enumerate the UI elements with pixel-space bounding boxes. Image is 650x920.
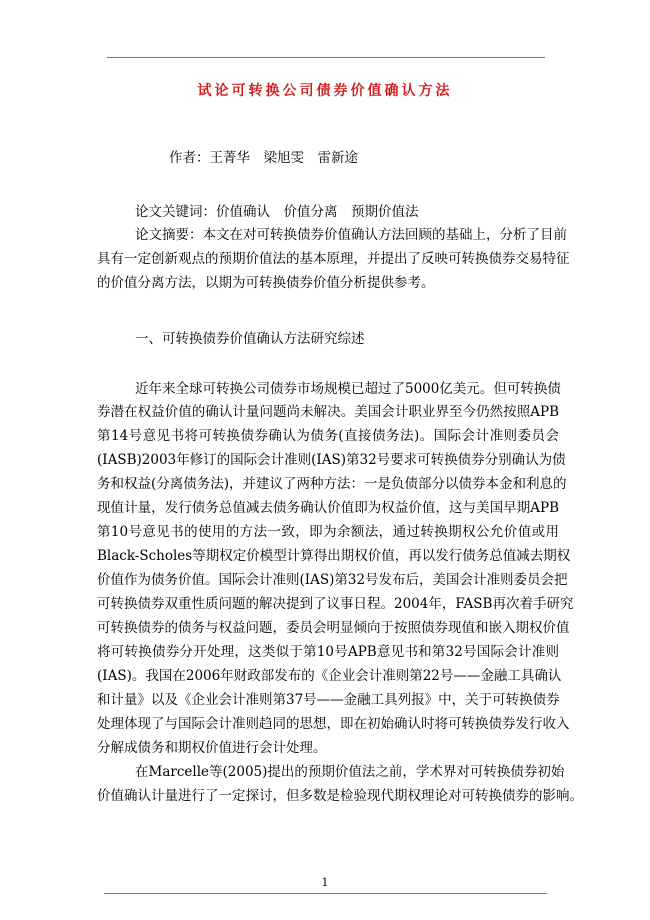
keywords-line: 论文关键词：价值确认 价值分离 预期价值法 xyxy=(135,204,419,220)
paragraph-line: 在Marcelle等(2005)提出的预期价值法之前，学术界对可转换债券初始 xyxy=(135,764,565,780)
footer-rule xyxy=(104,893,547,894)
section-heading: 一、可转换债券价值确认方法研究综述 xyxy=(135,331,365,347)
authors-line: 作者：王菁华 梁旭雯 雷新途 xyxy=(169,150,358,166)
paragraph-line: 第14号意见书将可转换债券确认为债务(直接债务法)。国际会计准则委员会 xyxy=(97,428,559,444)
paragraph-line: 券潜在权益价值的确认计量问题尚未解决。美国会计职业界至今仍然按照APB xyxy=(97,404,559,420)
abstract-line: 具有一定创新观点的预期价值法的基本原理，并提出了反映可转换债券交易特征 xyxy=(97,251,570,267)
paragraph-line: 和计量》以及《企业会计准则第37号——金融工具列报》中，关于可转换债券 xyxy=(97,692,560,708)
paragraph-line: 现值计量，发行债务总值减去债务确认价值即为权益价值，这与美国早期APB xyxy=(97,500,559,516)
paragraph-line: Black-Scholes等期权定价模型计算得出期权价值，再以发行债务总值减去期权 xyxy=(97,548,571,564)
paragraph-line: 价值确认计量进行了一定探讨，但多数是检验现代期权理论对可转换债券的影响。 xyxy=(97,788,583,804)
paragraph-line: 价值作为债务价值。国际会计准则(IAS)第32号发布后，美国会计准则委员会把 xyxy=(97,572,568,588)
paragraph-line: (IAS)。我国在2006年财政部发布的《企业会计准则第22号——金融工具确认 xyxy=(97,668,562,684)
page-number: 1 xyxy=(321,876,329,889)
paragraph-line: 务和权益(分离债务法)，并建议了两种方法：一是负债部分以债券本金和利息的 xyxy=(97,476,567,492)
paragraph-line: 近年来全球可转换公司债券市场规模已超过了5000亿美元。但可转换债 xyxy=(135,381,561,397)
paragraph-line: 处理体现了与国际会计准则趋同的思想，即在初始确认时将可转换债券发行收入 xyxy=(97,716,570,732)
document-title: 试论可转换公司债券价值确认方法 xyxy=(197,83,453,99)
paragraph-line: 第10号意见书的使用的方法一致，即为余额法，通过转换期权公允价值或用 xyxy=(97,524,559,540)
paragraph-line: 分解成债务和期权价值进行会计处理。 xyxy=(97,740,327,756)
header-rule xyxy=(107,57,545,58)
paragraph-line: 将可转换债券分开处理，这类似于第10号APB意见书和第32号国际会计准则 xyxy=(97,644,559,660)
abstract-line: 的价值分离方法，以期为可转换债券价值分析提供参考。 xyxy=(97,275,435,291)
paragraph-line: (IASB)2003年修订的国际会计准则(IAS)第32号要求可转换债券分别确认为债 xyxy=(97,452,566,468)
paragraph-line: 可转换债券的债务与权益问题，委员会明显倾向于按照债券现值和嵌入期权价值 xyxy=(97,620,570,636)
abstract-line: 论文摘要：本文在对可转换债券价值确认方法回顾的基础上，分析了目前 xyxy=(135,227,567,243)
paragraph-line: 可转换债券双重性质问题的解决提到了议事日程。2004年，FASB再次着手研究 xyxy=(97,596,574,612)
